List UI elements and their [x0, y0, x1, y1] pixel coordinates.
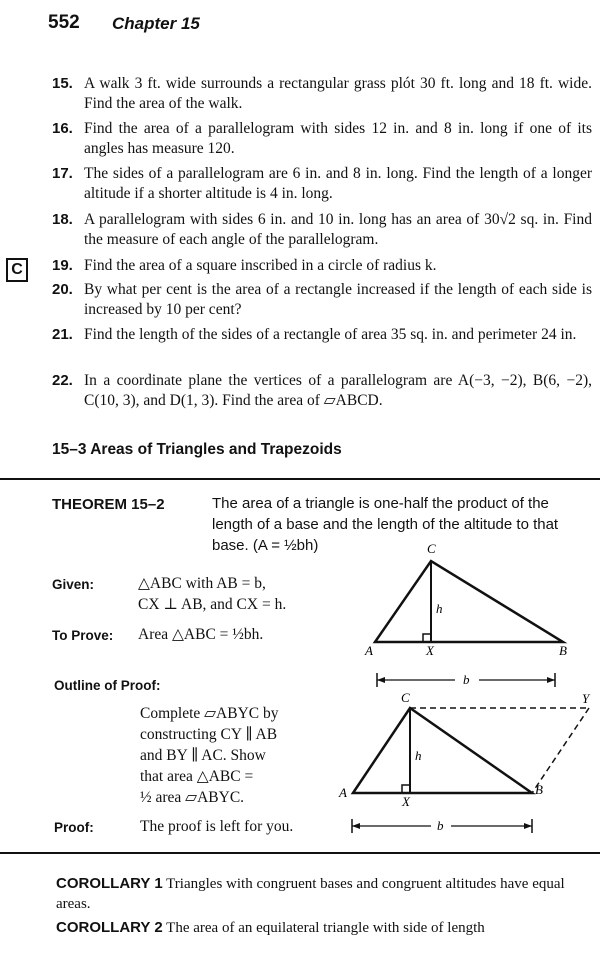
corollary-1	[56, 874, 592, 914]
toprove-label: To Prove:	[52, 628, 114, 643]
page-number: 552	[48, 12, 80, 33]
outline-line-4: that area △ABC =	[140, 768, 254, 785]
dim-arrow-right	[524, 823, 532, 829]
given-line-1: △ABC with AB = b,	[138, 575, 266, 592]
parallelogram-figure	[335, 690, 597, 845]
proof-text: The proof is left for you.	[140, 818, 294, 835]
label-b: B	[535, 782, 543, 797]
proof-label: Proof:	[54, 820, 94, 835]
problem-number: 15.	[52, 75, 73, 92]
label-c: C	[401, 690, 410, 705]
label-a: A	[339, 785, 347, 800]
outline-line-5: ½ area ▱ABYC.	[140, 789, 245, 806]
label-h: h	[436, 601, 443, 616]
theorem-label: THEOREM 15–2	[52, 496, 165, 513]
section-rule	[0, 478, 600, 480]
triangle-abc	[375, 561, 563, 642]
problem-text: Find the area of a square inscribed in a circle of radius k.	[84, 257, 437, 274]
problem-number: 22.	[52, 372, 73, 389]
problem-number: 17.	[52, 165, 73, 182]
challenge-marker: C	[6, 258, 28, 282]
outline-line-2: constructing CY ∥ AB	[140, 726, 278, 743]
problem-text: Find the area of a parallelogram with sides 12 in. and 8 in. long if one of its angles has measure 120.	[84, 120, 592, 157]
theorem-text: The area of a triangle is one-half the product of the length of a base and the length of the altitude to that base. (A = ½bh)	[212, 495, 559, 554]
chapter-title: Chapter 15	[112, 14, 200, 33]
problem-number: 18.	[52, 211, 73, 228]
problem-text: Find the length of the sides of a rectangle of area 35 sq. in. and perimeter 24 in.	[84, 326, 577, 343]
dim-arrow-right	[547, 677, 555, 683]
corollary-label: COROLLARY 1	[56, 875, 163, 892]
triangle-abc	[353, 708, 532, 793]
corollary-2	[56, 918, 592, 938]
outline-label: Outline of Proof:	[54, 678, 161, 693]
theorem-bottom-rule	[0, 852, 600, 854]
outline-line-3: and BY ∥ AC. Show	[140, 747, 266, 764]
problem-text: A walk 3 ft. wide surrounds a rectangular grass plót 30 ft. long and 18 ft. wide. Find the area of the walk.	[84, 75, 592, 112]
section-heading: 15–3 Areas of Triangles and Trapezoids	[52, 441, 342, 458]
problem-number: 20.	[52, 281, 73, 298]
corollary-text: Triangles with congruent bases and congruent altitudes have equal areas.	[56, 876, 565, 912]
toprove-text: Area △ABC = ½bh.	[138, 626, 264, 643]
label-x: X	[426, 643, 434, 658]
triangle-figure	[355, 535, 585, 695]
problem-number: 19.	[52, 257, 73, 274]
label-h: h	[415, 748, 422, 763]
label-b: B	[559, 643, 567, 658]
dim-arrow-left	[377, 677, 385, 683]
dim-arrow-left	[352, 823, 360, 829]
problem-number: 16.	[52, 120, 73, 137]
label-b-dim: b	[437, 818, 444, 833]
label-y: Y	[582, 691, 590, 706]
label-b-dim: b	[463, 672, 470, 687]
problem-text: A parallelogram with sides 6 in. and 10 in. long has an area of 30√2 sq. in. Find the measure of each angle of the parallelogram.	[84, 211, 592, 248]
label-c: C	[427, 541, 436, 556]
problem-text: In a coordinate plane the vertices of a parallelogram are A(−3, −2), B(6, −2), C(10, 3), and D(1, 3). Find the area of ▱ABCD.	[84, 372, 592, 409]
outline-line-1: Complete ▱ABYC by	[140, 705, 279, 722]
dashed-line-by	[532, 708, 589, 793]
corollary-text: The area of an equilateral triangle with side of length	[166, 920, 485, 936]
problem-number: 21.	[52, 326, 73, 343]
problem-text: By what per cent is the area of a rectangle increased if the length of each side is increased by 10 per cent?	[84, 281, 592, 318]
corollary-label: COROLLARY 2	[56, 919, 163, 936]
given-label: Given:	[52, 577, 95, 592]
label-a: A	[365, 643, 373, 658]
label-x: X	[402, 794, 410, 809]
problem-text: The sides of a parallelogram are 6 in. and 8 in. long. Find the length of a longer altitude if a shorter altitude is 4 in. long.	[84, 165, 592, 202]
given-line-2: CX ⊥ AB, and CX = h.	[138, 596, 287, 613]
